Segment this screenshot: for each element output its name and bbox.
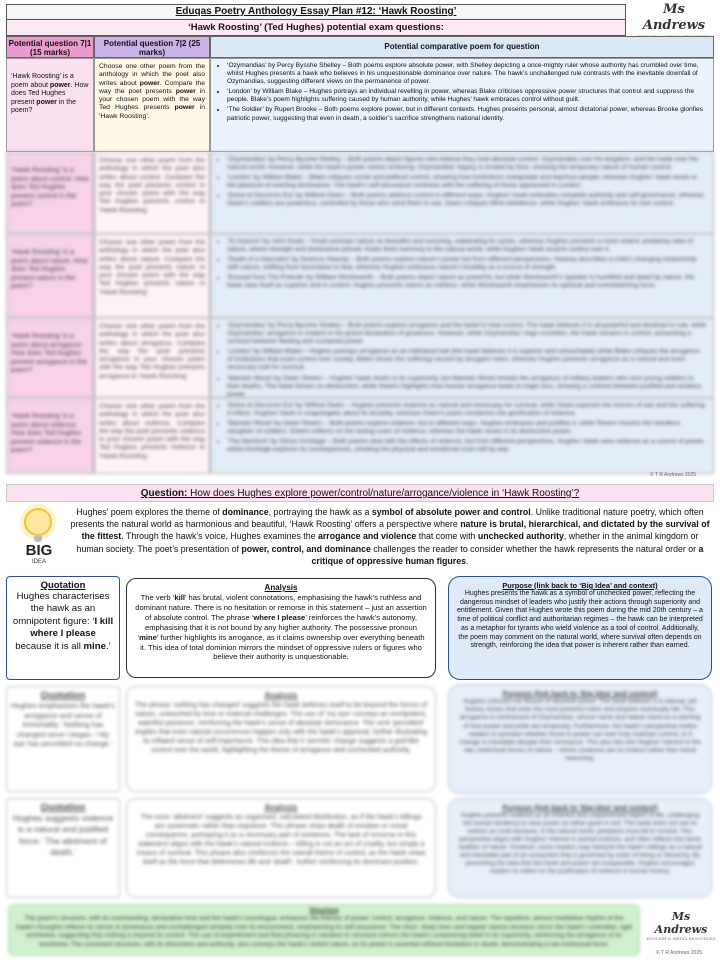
purpose-heading: Purpose (link back to ‘Big Idea’ and context) <box>502 689 658 698</box>
quotation-text: Hughes emphasises the hawk’s arrogance and sense of immortality: ‘Nothing has changed since I began. / My eye has permitted no change.’ <box>11 701 115 749</box>
quotation-text: Hughes characterises the hawk as an omnipotent figure: ‘I kill where I please because it is all mine.’ <box>12 591 114 652</box>
quotation-box <box>6 686 120 792</box>
quotation-box <box>6 798 120 898</box>
quotation-heading: Quotation <box>40 580 86 591</box>
analysis-text: The phrase ‘nothing has changed’ suggests the hawk believes itself to be beyond the forces of nature, untouched by time or external challenges. The use of ‘my eye’ conveys an omnipotent, watchful presence, reinforcing the hawk’s sense of absolute dominance. The verb ‘permitted’ implies that even natural occurrences happen only with the hawk’s approval, further illustrating its inflated sense of self-importance. This idea that it ‘permits’ change suggests a god-like control over the world, highlighting the theme of arrogance and unchecked authority. <box>135 702 427 754</box>
questions-table <box>6 36 714 474</box>
brand-logo <box>632 2 716 40</box>
list-item: • ‘Ozymandias’ by Percy Bysshe Shelley – Both poems explore absolute power, with Shelley depicting a once-mighty ruler whose authority has crumbled over time, whilst Hughes presents a hawk who believes in his unquestionable dominance over nature. The hawk’s unchallenged rule contrasts with the inevitable downfall of Ozymandias, suggesting different views on the permanence of power. <box>227 62 707 86</box>
analysis-box <box>126 578 436 678</box>
quotation-text: Hughes suggests violence is a natural and justified force: ‘The allotment of death.’ <box>12 813 114 858</box>
structure-heading: Structure <box>309 907 339 914</box>
purpose-text: Hughes criticises the illusion of absolute power. The hawk believes it is eternal, yet history shows that even the most powerful rulers and empires eventually fall. This arrogance is reminiscent of Ozymandias, whose name and statue stand as a warning of how power and pride are temporary. Furthermore, the hawk’s perspective invites readers to question whether those in power can ever truly maintain control, or if change is inevitable despite their resistance. This also ties into Hughes’ interest in the raw, instinctual forces of nature – where creatures act on instinct rather than moral reasoning. <box>459 698 701 763</box>
comparative-poems-cell <box>210 58 714 152</box>
list-item: • ‘Death of a Naturalist’ by Seamus Heaney – Both poems explore nature’s power but from different perspectives. Heaney describes a child’s changing relationship with nature, shifting from fascination to fear, whereas Hughes embraces nature’s brutality as a source of strength. <box>227 256 707 272</box>
purpose-box <box>448 576 712 680</box>
list-item: • ‘Ozymandias’ by Percy Bysshe Shelley – Both poems depict figures who believe they hold absolute control. Ozymandias over his kingdom, and the hawk over the natural world. However, while the hawk’s power seems enduring, Ozymandias’ legacy is eroded by time, showing the temporary nature of human control. <box>227 156 707 172</box>
analysis-heading: Analysis <box>264 803 298 812</box>
purpose-box <box>448 684 712 794</box>
brand-tag: ENGLISH & MEDIA RESOURCES <box>646 936 716 941</box>
question-7-2-cell: Choose one other poem from the anthology in which the poet also writes about control. Compare the way the poet presents control in your chosen poem with the way Ted Hughes presents control in ‘Hawk Roosting’. <box>94 152 210 234</box>
brand-logo-footer <box>646 910 716 941</box>
list-item: • ‘London’ by William Blake – Hughes portrays an individual revelling in power, whereas Blake criticises oppressive power structures that control and suppress the people. Blake’s poem highlights suffering caused by human authority, while Hughes’ hawk embraces control without guilt. <box>227 88 707 104</box>
question-7-1-cell: ‘Hawk Roosting’ is a poem about nature. How does Ted Hughes present nature in the poem? <box>6 234 94 318</box>
purpose-heading: Purpose (link back to ‘Big Idea’ and context) <box>502 581 658 590</box>
list-item: • ‘Mametz Wood’ by Owen Sheers – Hughes’ hawk revels in its superiority, but Mametz Wood reveals the arrogance of military leaders who sent young soldiers to their deaths. The hawk thrives on destruction, while Sheers highlights how human arrogance leads to tragic loss, showing a contrast between justified and reckless power. <box>227 375 707 398</box>
question-7-1-cell: ‘Hawk Roosting’ is a poem about arrogance. How does Ted Hughes present arrogance in the poem? <box>6 318 94 398</box>
col-header-7-1: Potential question 7|1 (15 marks) <box>6 36 94 58</box>
purpose-box <box>448 798 712 898</box>
list-item: • ‘Excerpt from The Prelude’ by William Wordsworth – Both poems depict nature as powerful, but while Wordsworth’s speaker is humbled and awed by nature, the hawk sees itself as superior and in control. Hughes presents nature as ruthless, while Wordsworth emphasises its spiritual and overwhelming force. <box>227 274 707 290</box>
question-7-2-cell: Choose one other poem from the anthology in which the poet also writes about nature. Compare the way the poet presents nature in your chosen poem with the way Ted Hughes presents nature in ‘Hawk Roosting’. <box>94 234 210 318</box>
table-row-control <box>6 152 714 234</box>
analysis-box <box>126 798 436 898</box>
analysis-box <box>126 686 436 792</box>
question-7-1-cell: ‘Hawk Roosting’ is a poem about power. How does Ted Hughes present power in the poem? <box>6 58 94 152</box>
big-idea-text: Hughes’ poem explores the theme of dominance, portraying the hawk as a symbol of absolute power and control. Unlike traditional nature poetry, which often presents the natural world as harmonious and beautiful, ‘Hawk Roosting’ offers a perspective where nature is brutal, hierarchical, and dictated by the survival of the fittest. Through the hawk’s voice, Hughes examines the arrogance and violence that come with unchecked authority, whether in the animal kingdom or human society. The poet’s presentation of power, control, and dominance challenges the reader to consider whether the hawk represents the natural order or a critique of oppressive human figures. <box>70 507 710 566</box>
table-row-violence <box>6 398 714 474</box>
purpose-heading: Purpose (link back to ‘Big Idea’ and context) <box>502 803 658 812</box>
question-7-2-cell: Choose one other poem from the anthology in which the poet also writes about arrogance. Compare the way the poet presents arrogance in your chosen poem with the way Ted Hughes presents arrogance in ‘Hawk Roosting’. <box>94 318 210 398</box>
purpose-text: Hughes presents violence as an inherent and unquestioned aspect of life, challenging the human tendency to view power as either good or evil. The hawk does not see its actions as cruel because, in the natural world, predators must kill to survive. This perspective aligns with Hughes’ interest in animal instincts, and often reflects the harsh realities of nature. However, some readers may interpret the hawk’s killings as a natural and inevitable part of an ecosystem that is governed by order of being or hierarchy. By presenting the idea that the hawk and power are inseparable, Hughes encourages readers to reflect on the justification of violence in human history. <box>458 812 702 875</box>
list-item: • ‘The Manhunt’ by Simon Armitage – Both poems deal with the effects of violence, but from different perspectives. Hughes’ hawk sees violence as a source of power, whilst Armitage explores its consequences, showing the physical and emotional scars left by war. <box>227 438 707 454</box>
brand-name: Ms Andrews <box>642 2 706 33</box>
question-7-2-cell: Choose one other poem from the anthology in which the poet also writes about violence. Compare the way the poet presents violence in your chosen poem with the way Ted Hughes presents violence in ‘Hawk Roosting’. <box>94 398 210 474</box>
table-row-nature <box>6 234 714 318</box>
list-item: • ‘London’ by William Blake – Blake critiques social and political control, showing how institutions manipulate and imprison people, whereas Hughes’ hawk revels in the pleasure of exerting dominance. The hawk’s self-assurance contrasts with the suffering of those oppressed in London. <box>227 174 707 190</box>
col-header-comparative: Potential comparative poem for question <box>210 36 714 58</box>
list-item: • ‘Dulce et Decorum Est’ by Wilfred Owen – Both poems address control in different ways. Hughes’ hawk embodies complete authority and self-governance, whereas Owen’s soldiers are powerless, controlled by those who send them to war. Owen critiques blind obedience, while Hughes’ hawk embraces its own control. <box>227 192 707 208</box>
comparative-poems-cell <box>210 398 714 474</box>
col-header-7-2: Potential question 7|2 (25 marks) <box>94 36 210 58</box>
comparative-poems-cell <box>210 318 714 398</box>
question-7-1-cell: ‘Hawk Roosting’ is a poem about violence. How does Ted Hughes present violence in the poem? <box>6 398 94 474</box>
analysis-heading: Analysis <box>264 583 298 592</box>
analysis-text: The verb ‘kill’ has brutal, violent connotations, emphasising the hawk’s ruthless and dominant nature. There is no hesitation or remorse in this statement – just an assertion of absolute control. The phrase ‘where I please’ reinforces the hawk’s autonomy, emphasising that it is not bound by any higher authority. The possessive pronoun ‘mine’ further highlights its arrogance, as it claims ownership over everything beneath it. This idea of total dominion mirrors the mindset of oppressive rulers or figures who believe their authority is unquestionable. <box>135 593 427 662</box>
essay-question: Question: How does Hughes explore power/control/nature/arrogance/violence in ‘Hawk Roosting’? <box>6 484 714 502</box>
copyright-notice: © T R Andrews 2025 <box>650 472 697 478</box>
list-item: • ‘Mametz Wood’ by Owen Sheers – Both poems explore violence, but in different ways. Hughes embraces and justifies it, while Sheers mourns the needless slaughter of soldiers. Sheers reflects on the lasting scars of violence, whereas the hawk revels in its destructive power. <box>227 420 707 436</box>
lightbulb-icon <box>24 508 52 536</box>
list-item: • ‘Dulce et Decorum Est’ by Wilfred Owen – Hughes presents violence as natural and necessary for survival, while Owen exposes the horrors of war and the suffering it inflicts. Hughes’ hawk is unapologetic about its brutality, whereas Owen’s poem condemns the glorification of violence. <box>227 402 707 418</box>
comparative-poems-cell <box>210 152 714 234</box>
quotation-heading: Quotation <box>40 802 86 813</box>
comparative-poems-cell <box>210 234 714 318</box>
structure-text: The poem’s structure, with its commanding, declarative tone and the hawk’s monologue, enhances the themes of power, control, arrogance, violence, and nature. The repetitive, almost meditative rhythm of the hawk’s thoughts reflects its sense of dominance and unchallenged certainty over its environment, emphasising its self-assurance. The short, sharp lines and regular stanza structure mirror the hawk’s controlled, rigid worldview, suggesting that nothing is beyond its control. The use of enjambment and fluid phrasing in variation to structure mirrors the hawk’s unwavering belief in its superiority, reinforcing the arrogance of its worldview. The consistent structure, with its directness and authority, also conveys the hawk’s violent nature, as its power is asserted without hesitation or doubt, demonstrating a raw instinctual force. <box>16 915 632 948</box>
question-7-2-cell: Choose one other poem from the anthology in which the poet also writes about power. Compare the way the poet presents power in your chosen poem with the way Ted Hughes presents power in ‘Hawk Roosting’. <box>94 58 210 152</box>
list-item: • ‘The Soldier’ by Rupert Brooke – Both poems explore power, but in different contexts. Hughes presents personal, almost dictatorial power, whereas Brooke glorifies patriotic power, suggesting that even in death, a soldier’s sacrifice strengthens national identity. <box>227 106 707 122</box>
question-7-1-cell: ‘Hawk Roosting’ is a poem about control. How does Ted Hughes present control in the poem? <box>6 152 94 234</box>
copyright-notice-footer: © T R Andrews 2025 <box>656 950 703 956</box>
purpose-text: Hughes presents the hawk as a symbol of unchecked power, reflecting the dangerous mindset of leaders who justify their actions through superiority and entitlement. Given that Hughes wrote this poem during the mid 20th century – a time of political conflict and authoritarian regimes – the hawk can be interpreted as a metaphor for tyrants who wield violence as a tool of control. Additionally, the poem may comment on the natural world, where survival often depends on strength, reinforcing the idea that power is inherent rather than earned. <box>457 590 703 650</box>
big-idea-badge <box>10 506 68 570</box>
quotation-box <box>6 576 120 680</box>
list-item: • ‘Ozymandias’ by Percy Bysshe Shelley – Both poems explore arrogance and the belief in total control. The hawk believes it is all-powerful and destined to rule, while Ozymandias’ arrogance is evident in his grand declaration of greatness. However, while Ozymandias’ reign crumbles, the hawk remains in control, presenting a contrast between fleeting and sustained power. <box>227 322 707 346</box>
plan-title: Eduqas Poetry Anthology Essay Plan #12: ‘Hawk Roosting’ <box>6 4 626 20</box>
big-idea-big: BIG <box>25 542 53 559</box>
table-row-arrogance <box>6 318 714 398</box>
brand-name: Ms Andrews <box>654 910 708 936</box>
list-item: • ‘To Autumn’ by John Keats – Keats portrays nature as beautiful and nurturing, celebrating its cycles, whereas Hughes presents a more violent, predatory view of nature, where strength and dominance prevail. Keats finds harmony in the natural world, while Hughes’ hawk asserts control over it. <box>227 238 707 254</box>
analysis-text: The noun ‘allotment’ suggests an organised, calculated distribution, as if the hawk’s killings are systematic rather than impulsive. This phrase strips death of emotion or moral consequence, portraying it as a necessary part of existence. The lack of remorse in this statement aligns with the hawk’s natural instincts – killing is not an act of cruelty, but simply a means of survival. This phrase also reinforces the overall theme of control, as the hawk views itself as the force that determines life and ‘death’, further reinforcing its dominant position. <box>136 814 426 866</box>
table-row-power <box>6 58 714 152</box>
structure-summary-box <box>8 904 640 956</box>
quotation-heading: Quotation <box>40 690 86 701</box>
big-idea-idea: IDEA <box>31 559 46 565</box>
analysis-heading: Analysis <box>264 691 298 700</box>
exam-questions-subtitle: ‘Hawk Roosting’ (Ted Hughes) potential exam questions: <box>6 20 626 36</box>
list-item: • ‘London’ by William Blake – Hughes portrays arrogance as an individual trait (the hawk believes it is superior and untouchable) while Blake critiques the arrogance of institutions that exert control over society. Blake shows the suffering caused by arrogant rulers, whereas Hughes presents arrogance as a natural and even necessary trait for survival. <box>227 348 707 372</box>
